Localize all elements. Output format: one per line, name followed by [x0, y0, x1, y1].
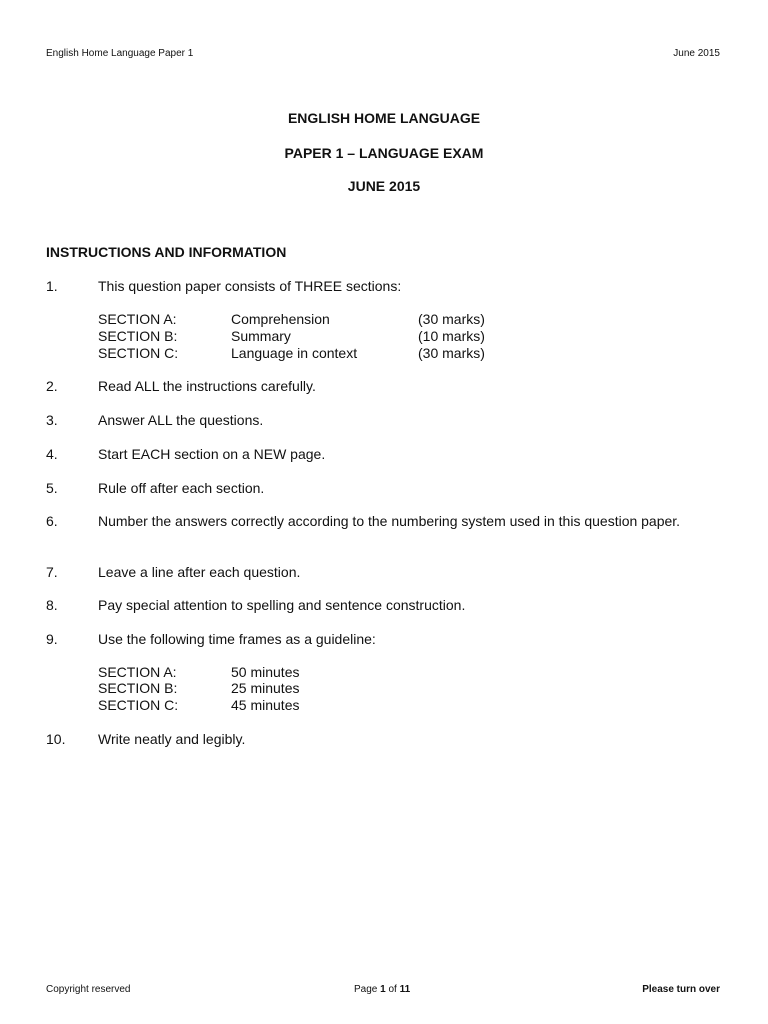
page-total: 11: [399, 984, 411, 995]
section-time: 50 minutes: [231, 664, 300, 680]
item-text: Pay special attention to spelling and sentence construction.: [98, 597, 466, 613]
title-line-2: PAPER 1 – LANGUAGE EXAM: [284, 145, 484, 161]
item-text: Write neatly and legibly.: [98, 731, 246, 747]
time-row-a: [98, 664, 598, 681]
item-text: Number the answers correctly according to the numbering system used in this question paper.: [98, 513, 681, 529]
sections-row-c: [98, 345, 598, 362]
item-text: Read ALL the instructions carefully.: [98, 378, 316, 394]
item-text: Start EACH section on a NEW page.: [98, 446, 326, 462]
item-number: 3.: [46, 412, 58, 428]
time-row-b: [98, 680, 598, 697]
item-number: 7.: [46, 564, 58, 580]
item-text: This question paper consists of THREE sections:: [98, 278, 402, 294]
sections-row-a: [98, 311, 598, 328]
item-text: Rule off after each section.: [98, 480, 265, 496]
time-row-c: [98, 697, 598, 714]
section-label: SECTION C:: [98, 345, 179, 361]
section-label: SECTION C:: [98, 697, 179, 713]
footer-copyright: Copyright reserved: [46, 984, 131, 995]
item-number: 1.: [46, 278, 58, 294]
footer-turn-over: Please turn over: [642, 984, 720, 995]
section-time: 25 minutes: [231, 680, 300, 696]
footer-page-number: [354, 984, 410, 996]
item-number: 4.: [46, 446, 58, 462]
instructions-heading: INSTRUCTIONS AND INFORMATION: [46, 244, 287, 260]
header-right: June 2015: [673, 48, 720, 59]
page-current: 1: [380, 984, 386, 995]
item-number: 2.: [46, 378, 58, 394]
section-label: SECTION B:: [98, 680, 178, 696]
section-name: Summary: [231, 328, 291, 344]
section-label: SECTION A:: [98, 664, 177, 680]
item-number: 8.: [46, 597, 58, 613]
item-number: 6.: [46, 513, 58, 529]
item-number: 5.: [46, 480, 58, 496]
item-text: Leave a line after each question.: [98, 564, 301, 580]
title-line-1: ENGLISH HOME LANGUAGE: [287, 110, 481, 126]
section-label: SECTION A:: [98, 311, 177, 327]
page-prefix: Page: [354, 984, 378, 995]
section-name: Comprehension: [231, 311, 330, 327]
sections-row-b: [98, 328, 598, 345]
header-left: English Home Language Paper 1: [46, 48, 194, 59]
item-text: Answer ALL the questions.: [98, 412, 264, 428]
section-marks: (10 marks): [418, 328, 485, 344]
section-time: 45 minutes: [231, 697, 300, 713]
title-line-3: JUNE 2015: [347, 178, 421, 194]
section-label: SECTION B:: [98, 328, 178, 344]
item-number: 9.: [46, 631, 58, 647]
section-name: Language in context: [231, 345, 358, 361]
section-marks: (30 marks): [418, 311, 485, 327]
page-of: of: [388, 984, 397, 995]
item-number: 10.: [46, 731, 66, 747]
section-marks: (30 marks): [418, 345, 485, 361]
item-text: Use the following time frames as a guideline:: [98, 631, 376, 647]
